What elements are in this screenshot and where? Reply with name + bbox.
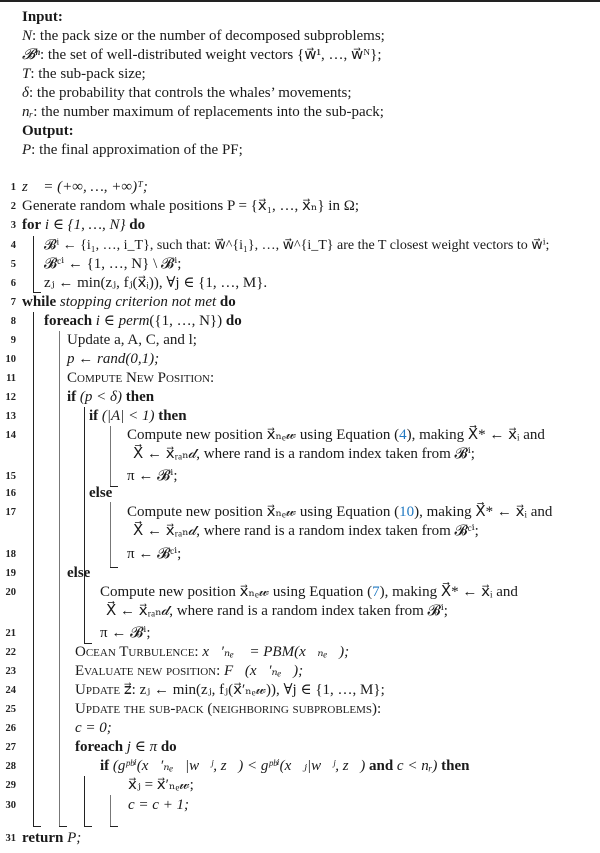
line-text: i ∈ {1, …, N} — [41, 217, 130, 233]
input-symbol: 𝓑ⁿ — [22, 47, 40, 63]
section-label: Ocean Turbulence: — [75, 644, 199, 660]
output-desc: : the final approximation of the PF; — [31, 142, 243, 158]
algo-line — [0, 796, 600, 815]
line-number: 7 — [10, 297, 16, 308]
keyword-if: if — [100, 758, 110, 774]
line-text: ({1, …, N}) — [149, 313, 226, 329]
output-heading — [22, 122, 74, 141]
line-number: 27 — [5, 742, 16, 753]
output-symbol: P — [22, 142, 32, 158]
line-text: ), making X⃗* ← x⃗ᵢ and — [406, 427, 545, 443]
line-number: 12 — [5, 392, 16, 403]
algo-line — [0, 293, 600, 312]
line-text: zⱼ ← min(zⱼ, fⱼ(x⃗ᵢ)), ∀j ∈ {1, …, M}. — [44, 275, 268, 291]
input-item-delta — [22, 84, 352, 103]
line-number: 14 — [5, 430, 16, 441]
algo-line — [0, 643, 600, 662]
algo-line — [0, 484, 600, 503]
line-text: 𝓑ⁱ ← {i₁, …, i_T}, such that: w⃗^{i₁}, …, w⃗^{i_T} are the T closest weight vectors to w⃗ⁱ; — [44, 238, 550, 253]
line-text: Compute new position x⃗ₙₑ𝓌 using Equation ( — [127, 504, 400, 520]
input-item-n — [22, 27, 385, 46]
line-text: π ← 𝓑ⁱ; — [100, 625, 151, 641]
line-text: i ∈ — [92, 313, 119, 329]
keyword-else: else — [67, 565, 91, 581]
section-label: Update the sub-pack (neighboring subproblems): — [75, 701, 382, 717]
algo-line — [0, 564, 600, 583]
algo-line — [0, 407, 600, 426]
line-text: j ∈ π — [123, 739, 161, 755]
algo-line-continuation — [0, 522, 600, 541]
algo-line — [0, 216, 600, 235]
line-text: π ← 𝓑ᶜⁱ; — [127, 546, 182, 562]
algo-line — [0, 738, 600, 757]
algo-line — [0, 255, 600, 274]
algo-line — [0, 829, 600, 848]
keyword-return: return — [22, 830, 64, 846]
line-number: 5 — [10, 259, 16, 270]
equation-link[interactable]: 4 — [399, 427, 407, 443]
if-condition: c < nᵣ) — [393, 758, 442, 774]
line-text: c = c + 1; — [128, 797, 190, 813]
section-label: Evaluate new position: — [75, 663, 221, 679]
line-number: 15 — [5, 471, 16, 482]
line-text: X⃗ ← x⃗ᵣₐₙ𝒹, where rand is a random index taken from 𝓑ⁱ; — [133, 446, 475, 462]
algo-line — [0, 545, 600, 564]
keyword-do: do — [219, 294, 236, 310]
line-number: 9 — [10, 335, 16, 346]
input-desc: : the set of well-distributed weight vectors {w⃗¹, …, w⃗ᴺ}; — [39, 47, 382, 63]
keyword-do: do — [225, 313, 242, 329]
line-number: 10 — [5, 354, 16, 365]
algo-line — [0, 662, 600, 681]
keyword-foreach: foreach — [75, 739, 124, 755]
algo-line — [0, 197, 600, 216]
line-number: 16 — [5, 488, 16, 499]
algo-line — [0, 624, 600, 643]
algo-line-continuation — [0, 602, 600, 621]
line-text: 𝓑ᶜⁱ ← {1, …, N} \ 𝓑ⁱ; — [44, 256, 182, 272]
line-text: X⃗ ← x⃗ᵣₐₙ𝒹, where rand is a random index taken from 𝓑ⁱ; — [106, 603, 448, 619]
input-symbol: T — [22, 66, 31, 82]
equation-link[interactable]: 7 — [372, 584, 380, 600]
if-condition: (gᵖᵇⁱ(x⃗′ₙₑ𝓌|w⃗ʲ, z⃗) < gᵖᵇⁱ(x⃗ⱼ|w⃗ʲ, z⃗) — [109, 758, 369, 774]
keyword-then: then — [158, 408, 187, 424]
line-text: P; — [63, 830, 82, 846]
input-desc: : the probability that controls the whales’ movements; — [28, 85, 352, 101]
algo-line — [0, 503, 600, 522]
line-number: 24 — [5, 685, 16, 696]
line-number: 1 — [10, 182, 16, 193]
keyword-then: then — [125, 389, 155, 405]
block-foot-while — [33, 826, 41, 827]
algo-line-continuation — [0, 445, 600, 464]
algo-line — [0, 178, 600, 197]
block-foot-foreach — [59, 826, 67, 827]
line-text: x⃗ⱼ = x⃗′ₙₑ𝓌; — [128, 777, 194, 793]
line-number: 20 — [5, 587, 16, 598]
algo-line — [0, 776, 600, 795]
line-number: 6 — [10, 278, 16, 289]
line-text: x⃗′ₙₑ𝓌 = PBM(x⃗ₙₑ𝓌); — [198, 644, 350, 660]
line-text: c = 0; — [75, 720, 112, 736]
keyword-foreach: foreach — [44, 313, 93, 329]
keyword-else: else — [89, 485, 113, 501]
keyword-then: then — [441, 758, 470, 774]
line-text: π ← 𝓑ⁱ; — [127, 468, 178, 484]
line-text: p ← rand(0,1); — [67, 351, 160, 367]
line-text: z⃗ = (+∞, …, +∞)ᵀ; — [22, 179, 148, 195]
line-text: Generate random whale positions P = {x⃗₁, …, x⃗ₙ} in Ω; — [22, 198, 360, 214]
line-text: X⃗ ← x⃗ᵣₐₙ𝒹, where rand is a random index taken from 𝓑ᶜⁱ; — [133, 523, 479, 539]
keyword-while: while — [22, 294, 57, 310]
line-text: Compute new position x⃗ₙₑ𝓌 using Equation ( — [100, 584, 373, 600]
input-item-bn — [22, 46, 382, 65]
algo-line — [0, 388, 600, 407]
equation-link[interactable]: 10 — [399, 504, 415, 520]
keyword-do: do — [129, 217, 146, 233]
keyword-do: do — [160, 739, 177, 755]
input-desc: : the pack size or the number of decomposed subproblems; — [32, 28, 385, 44]
algo-line — [0, 700, 600, 719]
line-number: 2 — [10, 201, 16, 212]
line-number: 19 — [5, 568, 16, 579]
algo-line — [0, 331, 600, 350]
algo-line — [0, 583, 600, 602]
line-number: 23 — [5, 666, 16, 677]
block-foot-if-g — [110, 826, 118, 827]
keyword-if: if — [67, 389, 77, 405]
line-text: z⃗: zⱼ ← min(zⱼ, fⱼ(x⃗′ₙₑ𝓌)), ∀j ∈ {1, …, M}; — [120, 682, 385, 698]
line-number: 18 — [5, 549, 16, 560]
input-desc: : the number maximum of replacements into the sub-pack; — [33, 104, 384, 120]
perm-function: perm — [118, 313, 150, 329]
algo-line — [0, 757, 600, 776]
loop-condition: stopping criterion not met — [56, 294, 220, 310]
line-text: F⃗(x⃗′ₙₑ𝓌); — [220, 663, 304, 679]
line-number: 4 — [10, 240, 16, 251]
line-text: ), making X⃗* ← x⃗ᵢ and — [379, 584, 518, 600]
keyword-and: and — [368, 758, 394, 774]
line-text: Update a, A, C, and l; — [67, 332, 197, 348]
line-number: 30 — [5, 800, 16, 811]
line-number: 28 — [5, 761, 16, 772]
algo-line — [0, 350, 600, 369]
block-foot-foreach-j — [84, 826, 92, 827]
algo-line — [0, 681, 600, 700]
keyword-if: if — [89, 408, 99, 424]
line-number: 17 — [5, 507, 16, 518]
line-number: 3 — [10, 220, 16, 231]
input-item-t — [22, 65, 146, 84]
if-condition: (|A| < 1) — [98, 408, 159, 424]
line-number: 8 — [10, 316, 16, 327]
input-heading — [22, 8, 63, 27]
algo-line — [0, 369, 600, 388]
input-symbol: δ — [22, 85, 29, 101]
line-number: 22 — [5, 647, 16, 658]
line-number: 13 — [5, 411, 16, 422]
input-item-nr — [22, 103, 384, 122]
line-text: ), making X⃗* ← x⃗ᵢ and — [414, 504, 553, 520]
line-number: 21 — [5, 628, 16, 639]
line-number: 29 — [5, 780, 16, 791]
output-heading-label: Output: — [22, 123, 74, 139]
line-number: 11 — [6, 373, 16, 384]
line-number: 31 — [5, 833, 16, 844]
line-text: Compute new position x⃗ₙₑ𝓌 using Equation ( — [127, 427, 400, 443]
input-symbol: nᵣ — [22, 104, 34, 120]
algo-line — [0, 236, 600, 255]
input-desc: : the sub-pack size; — [30, 66, 146, 82]
top-rule — [0, 0, 600, 2]
input-heading-label: Input: — [22, 9, 63, 25]
input-symbol: N — [22, 28, 33, 44]
section-label: Update — [75, 682, 121, 698]
section-label: Compute New Position: — [67, 370, 215, 386]
line-number: 26 — [5, 723, 16, 734]
algo-line — [0, 274, 600, 293]
keyword-for: for — [22, 217, 42, 233]
output-item-p — [22, 141, 243, 160]
line-number: 25 — [5, 704, 16, 715]
if-condition: (p < δ) — [76, 389, 126, 405]
algo-line — [0, 312, 600, 331]
algo-line — [0, 719, 600, 738]
algo-line — [0, 426, 600, 445]
